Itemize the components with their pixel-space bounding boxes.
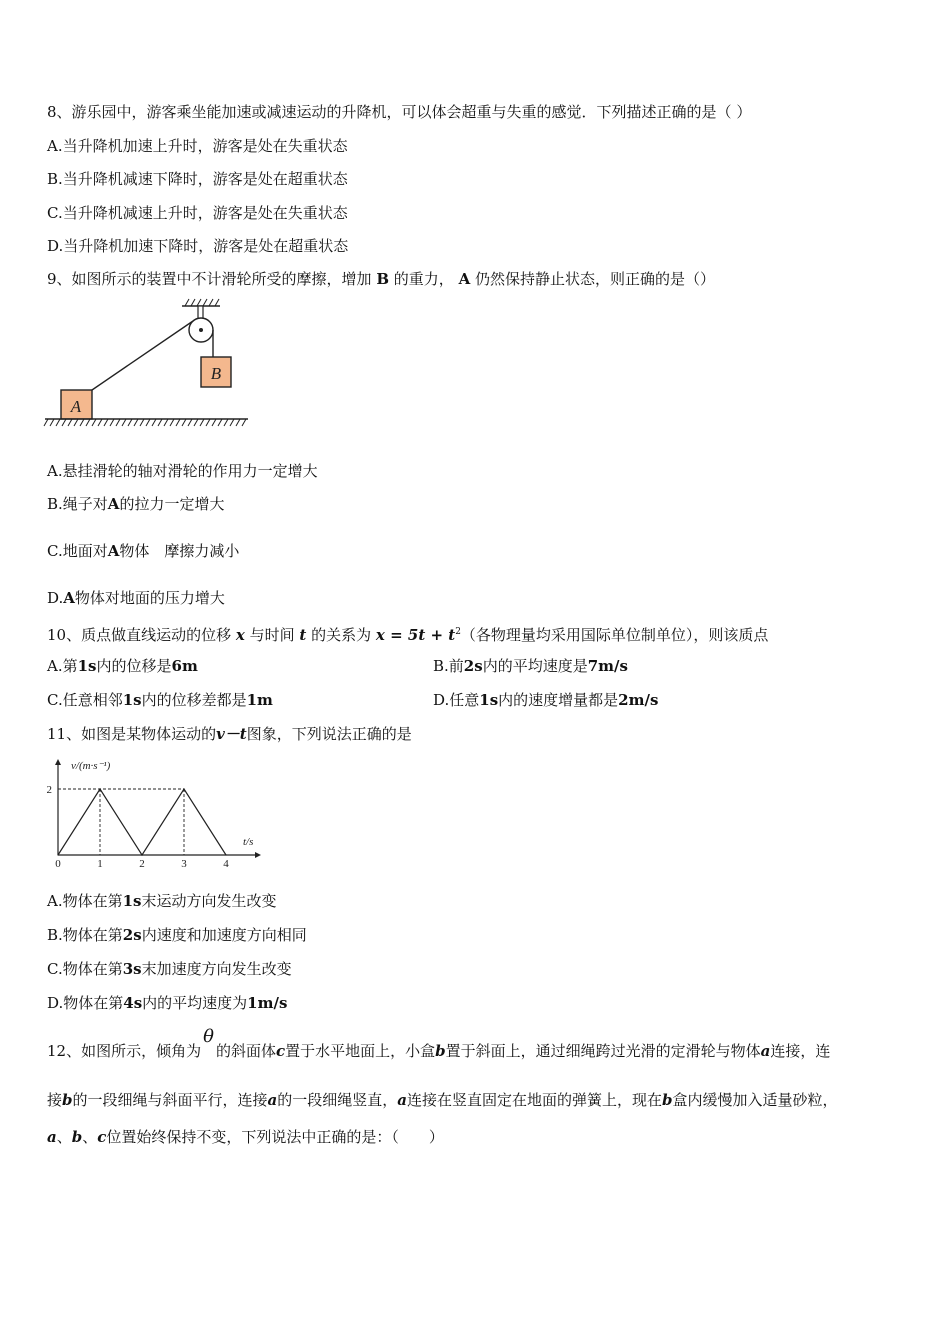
q10-var-t: t xyxy=(299,626,307,644)
q12-line-2 xyxy=(47,1090,838,1110)
q10-option-c-pre: C.任意相邻 xyxy=(47,691,123,709)
q12-line-3 xyxy=(47,1127,444,1147)
data-point xyxy=(225,854,226,855)
q12-l1-c: 置于水平地面上，小盒 xyxy=(285,1042,436,1060)
q9-option-d-pre: D. xyxy=(47,589,64,607)
q11-option-c xyxy=(47,959,292,979)
q10-var-x: x xyxy=(235,626,245,644)
q9-option-a: A.悬挂滑轮的轴对滑轮的作用力一定增大 xyxy=(47,462,318,480)
q11-option-d xyxy=(47,993,287,1013)
q11-vt-chart xyxy=(40,752,270,877)
q9-stem-var-b: B xyxy=(376,270,390,288)
ground-hatch xyxy=(44,419,246,426)
x-tick-label: 2 xyxy=(139,858,145,870)
q10-option-d-pre: D.任意 xyxy=(433,691,480,709)
q10-option-c xyxy=(47,690,273,710)
q8-option-d: D.当升降机加速下降时，游客是处在超重状态 xyxy=(47,237,349,255)
pulley-center xyxy=(199,328,203,332)
q9-option-d xyxy=(47,588,225,608)
q12-theta: θ xyxy=(203,1026,214,1047)
q12-l2-var-a1: a xyxy=(267,1091,278,1109)
q12-l2-var-b2: b xyxy=(662,1091,673,1109)
block-a-label: A xyxy=(70,397,82,416)
q11-option-d-mid: 内的平均速度为 xyxy=(142,994,248,1012)
q9-stem-var-a: A xyxy=(458,270,471,288)
x-tick-label: 4 xyxy=(223,858,229,870)
q12-l1-a: 12、如图所示，倾角为 xyxy=(47,1042,202,1060)
q10-option-a xyxy=(47,656,198,676)
q10-option-c-val: 1m xyxy=(246,691,273,709)
block-b-label: B xyxy=(210,364,222,383)
q9-option-d-bold: A xyxy=(63,589,75,607)
vt-series-line xyxy=(58,789,226,855)
q11-option-b-pre: B.物体在第 xyxy=(47,926,123,944)
q10-option-b-mid: 内的平均速度是 xyxy=(482,657,588,675)
q9-stem-text-2: 的重力， xyxy=(393,270,454,288)
x-axis-arrow xyxy=(255,852,261,858)
q12-l3-post: 位置始终保持不变，下列说法中正确的是：（ ） xyxy=(106,1128,444,1146)
q11-option-a-pre: A.物体在第 xyxy=(47,892,123,910)
q10-option-d-val: 2m/s xyxy=(618,691,659,709)
x-tick-label: 1 xyxy=(97,858,103,870)
q12-var-b: b xyxy=(435,1042,446,1060)
q12-l3-var-b: b xyxy=(71,1128,83,1146)
q9-option-b-post: 的拉力一定增大 xyxy=(119,495,225,513)
data-point xyxy=(99,788,100,789)
x-tick-label: 0 xyxy=(55,858,61,870)
y-axis-label: v/(m·s⁻¹) xyxy=(71,760,111,772)
x-axis-label: t/s xyxy=(243,836,254,848)
q12-l3-sep2: 、 xyxy=(82,1128,98,1146)
q10-option-a-bold: 1s xyxy=(77,657,97,675)
q9-stem xyxy=(47,269,715,289)
data-point xyxy=(141,854,142,855)
q10-option-c-bold: 1s xyxy=(122,691,142,709)
chart-axes xyxy=(55,759,261,858)
q10-option-a-mid: 内的位移是 xyxy=(96,657,172,675)
data-point xyxy=(183,788,184,789)
q10-option-b-val: 7m/s xyxy=(587,657,628,675)
q11-stem-vt: v－t xyxy=(216,725,247,743)
q9-option-d-post: 物体对地面的压力增大 xyxy=(74,589,225,607)
q12-l2-c: 的一段细绳竖直， xyxy=(277,1091,398,1109)
q11-option-d-bold: 4s xyxy=(123,994,143,1012)
x-tick-label: 3 xyxy=(181,858,187,870)
q9-option-b-pre: B.绳子对 xyxy=(47,495,108,513)
q12-l3-var-a: a xyxy=(47,1128,57,1146)
q9-option-c-post: 物体 摩擦力减小 xyxy=(119,542,240,560)
q12-l2-var-b: b xyxy=(62,1091,73,1109)
q11-option-c-pre: C.物体在第 xyxy=(47,960,123,978)
q10-option-d-mid: 内的速度增量都是 xyxy=(498,691,619,709)
q12-line-1 xyxy=(47,1026,831,1061)
q12-l1-d: 置于斜面上，通过细绳跨过光滑的定滑轮与物体 xyxy=(445,1042,761,1060)
q10-stem-mid2: 的关系为 xyxy=(311,626,372,644)
q10-option-d xyxy=(433,690,658,710)
q9-pulley-figure xyxy=(40,298,255,433)
chart-labels xyxy=(47,760,254,870)
q12-l3-sep1: 、 xyxy=(56,1128,72,1146)
q10-formula-sup: 2 xyxy=(455,627,461,637)
q10-option-b-bold: 2s xyxy=(463,657,483,675)
q9-option-c-bold: A xyxy=(107,542,120,560)
q11-stem xyxy=(47,724,412,744)
q9-option-b xyxy=(47,494,224,514)
q11-option-a-bold: 1s xyxy=(122,892,142,910)
q9-option-c xyxy=(47,541,239,561)
q8-option-c: C.当升降机减速上升时，游客是处在失重状态 xyxy=(47,204,348,222)
q8-option-a: A.当升降机加速上升时，游客是处在失重状态 xyxy=(47,137,348,155)
q8-option-b: B.当升降机减速下降时，游客是处在超重状态 xyxy=(47,170,348,188)
q11-stem-pre: 11、如图是某物体运动的 xyxy=(47,725,217,743)
data-point xyxy=(57,854,58,855)
q9-option-b-bold: A xyxy=(107,495,120,513)
q10-stem-post: （各物理量均采用国际单位制单位），则该质点 xyxy=(460,626,769,644)
q10-option-c-mid: 内的位移差都是 xyxy=(141,691,247,709)
q12-l1-e: 连接，连 xyxy=(770,1042,831,1060)
q12-l3-var-c: c xyxy=(97,1128,107,1146)
q10-option-a-pre: A.第 xyxy=(47,657,78,675)
q11-option-c-post: 末加速度方向发生改变 xyxy=(141,960,292,978)
q10-stem-pre: 10、质点做直线运动的位移 xyxy=(47,626,232,644)
q10-stem-mid1: 与时间 xyxy=(249,626,295,644)
q11-stem-post: 图象，下列说法正确的是 xyxy=(246,725,412,743)
q12-l1-b: 的斜面体 xyxy=(215,1042,276,1060)
q10-stem xyxy=(47,622,768,645)
q11-option-b-bold: 2s xyxy=(122,926,142,944)
q11-option-b-post: 内速度和加速度方向相同 xyxy=(141,926,307,944)
q9-stem-text-3: 仍然保持静止状态，则正确的是（） xyxy=(475,270,716,288)
y-axis-arrow xyxy=(55,759,61,765)
rope-to-a xyxy=(92,321,193,390)
q12-l2-e: 盒内缓慢加入适量砂粒， xyxy=(672,1091,838,1109)
q12-var-a: a xyxy=(760,1042,771,1060)
q12-l2-var-a2: a xyxy=(397,1091,408,1109)
q9-stem-text-1: 9、如图所示的装置中不计滑轮所受的摩擦，增加 xyxy=(47,270,372,288)
q11-option-b xyxy=(47,925,307,945)
q10-option-a-val: 6m xyxy=(171,657,198,675)
q11-option-d-val: 1m/s xyxy=(247,994,288,1012)
q10-option-b-pre: B.前 xyxy=(433,657,464,675)
ceiling-hatch xyxy=(185,299,219,306)
q10-option-d-bold: 1s xyxy=(479,691,499,709)
q10-option-b xyxy=(433,656,628,676)
q11-option-d-pre: D.物体在第 xyxy=(47,994,124,1012)
q8-stem: 8、游乐园中，游客乘坐能加速或减速运动的升降机，可以体会超重与失重的感觉．下列描述正确的是（ ） xyxy=(47,103,752,121)
q11-option-a-post: 末运动方向发生改变 xyxy=(141,892,277,910)
y-tick-label: 2 xyxy=(46,784,52,796)
q11-option-a xyxy=(47,891,277,911)
q12-l2-a: 接 xyxy=(47,1091,63,1109)
q12-l2-b: 的一段细绳与斜面平行，连接 xyxy=(72,1091,268,1109)
q10-formula: x = 5t + t xyxy=(375,626,456,644)
q11-option-c-bold: 3s xyxy=(122,960,142,978)
q12-l2-d: 连接在竖直固定在地面的弹簧上，现在 xyxy=(407,1091,663,1109)
q9-option-c-pre: C.地面对 xyxy=(47,542,108,560)
q12-var-c: c xyxy=(275,1042,286,1060)
chart-series xyxy=(57,788,226,855)
